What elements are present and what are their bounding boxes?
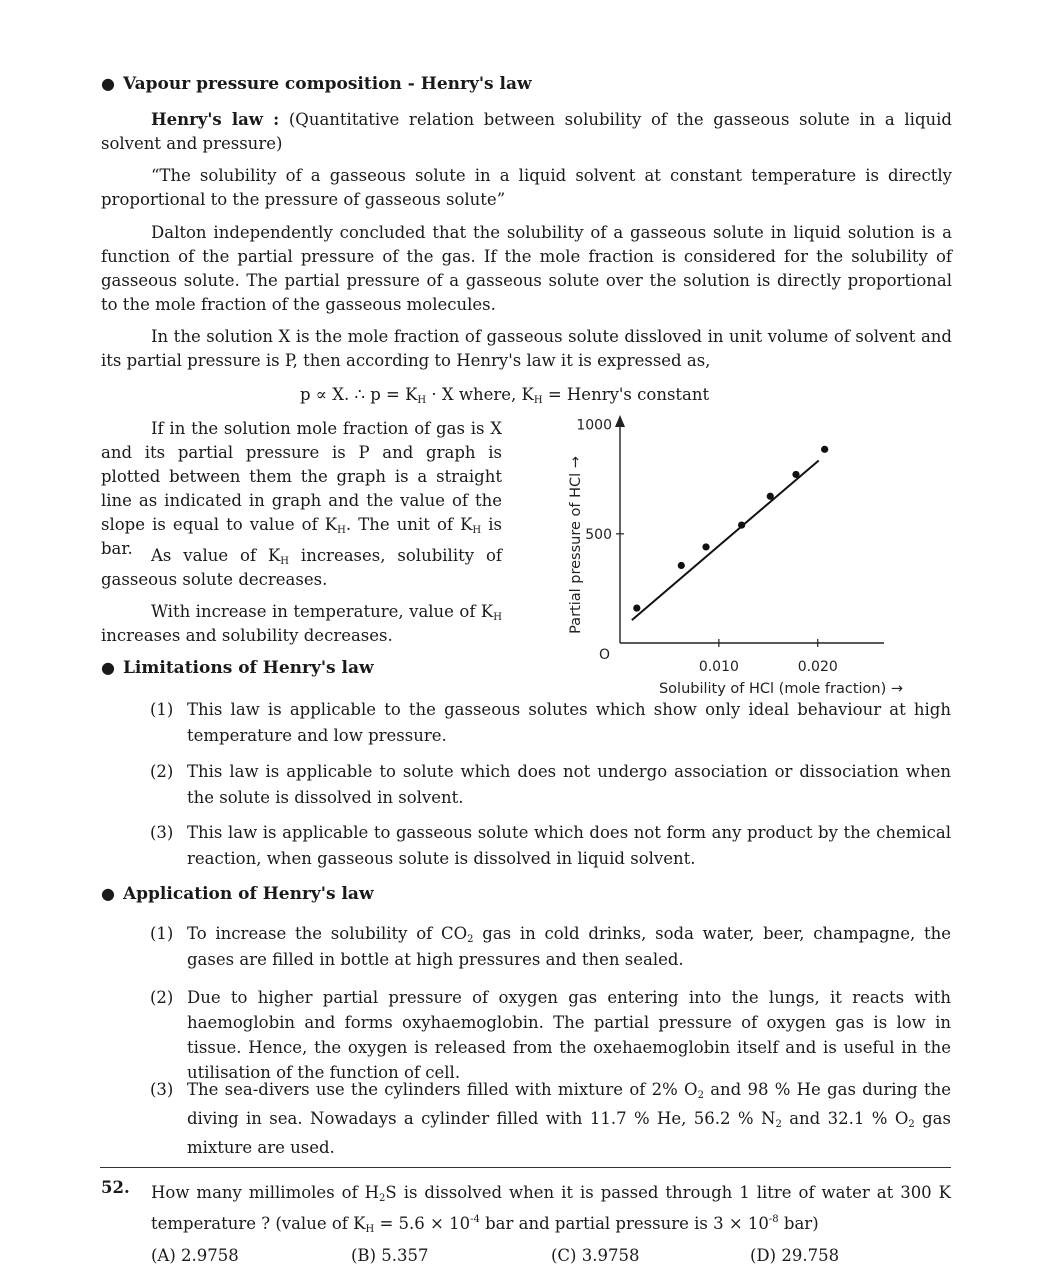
section-heading-henrys-law <box>101 74 532 94</box>
q-sub1: 2 <box>379 1193 386 1204</box>
y-tick-label: 500 <box>585 526 612 543</box>
q-text-c: = 5.6 × 10 <box>374 1214 471 1233</box>
temp-sub: H <box>493 612 502 623</box>
dalton-paragraph: Dalton independently concluded that the solubility of a gasseous solute in liquid solution is a function of the partial pressure of the gas. If the mole fraction is considered for the solubility of gasseous solute. The partial pressure of a gasseous solute over the solution is directly proportional to the mole fraction of the gasseous molecules. <box>101 223 952 314</box>
option-a[interactable]: (A) 2.9758 <box>151 1246 239 1265</box>
q-sub2: H <box>365 1224 375 1235</box>
q-sup1: -4 <box>470 1214 480 1225</box>
item-text: This law is applicable to solute which does not undergo association or dissociation when the solute is dissolved in solvent. <box>187 762 951 807</box>
henry-equation <box>300 383 709 407</box>
law-definition <box>101 108 952 156</box>
law-quote: “The solubility of a gasseous solute in a liquid solvent at constant temperature is directly proportional to the pressure of gasseous solute” <box>101 166 952 209</box>
kh-inc-a: As value of K <box>151 546 281 565</box>
q-text-e: bar) <box>778 1214 819 1233</box>
bullet-icon: ● <box>101 74 115 93</box>
q-text-d: bar and partial pressure is 3 × 10 <box>479 1214 769 1233</box>
q-text-b: S is dissolved when it is passed through 1 litre of water at 300 K temperature ? (value of K <box>151 1183 951 1233</box>
eq-part3: = Henry's constant <box>542 385 710 404</box>
option-d[interactable]: (D) 29.758 <box>750 1246 840 1265</box>
data-point <box>821 446 828 453</box>
temp-a: With increase in temperature, value of K <box>151 602 494 621</box>
app3-d: gas mixture are used. <box>187 1109 951 1157</box>
y-tick-label: 1000 <box>576 417 612 434</box>
app1-b: gas in cold drinks, soda water, beer, champagne, the gases are filled in bottle at high pressures and then sealed. <box>187 924 951 969</box>
eq-sub2: H <box>533 395 543 406</box>
item-text: This law is applicable to the gasseous solutes which show only ideal behaviour at high temperature and low pressure. <box>187 700 951 745</box>
item-number: (2) <box>150 762 174 781</box>
kh-solubility-note <box>101 544 502 592</box>
data-point <box>792 471 799 478</box>
x-tick-label: 0.020 <box>797 659 838 675</box>
app3-c: and 32.1 % O <box>781 1109 909 1128</box>
x-tick-label: 0.010 <box>698 659 739 675</box>
applications-list <box>150 921 951 1162</box>
section-heading-limitations <box>101 658 374 678</box>
list-item <box>150 985 951 1082</box>
graph-desc-b: . The unit of K <box>345 515 473 534</box>
graph-desc-c: is bar. <box>101 515 502 558</box>
applications-heading-text: Application of Henry's law <box>122 884 374 904</box>
app3-sub1: 2 <box>697 1090 704 1101</box>
data-point <box>633 604 640 611</box>
option-c[interactable]: (C) 3.9758 <box>551 1246 640 1265</box>
kh-inc-sub: H <box>280 556 290 567</box>
item-number: (3) <box>150 823 174 842</box>
origin-label: O <box>598 647 610 663</box>
temp-b: increases and solubility decreases. <box>101 626 393 645</box>
data-point <box>678 562 685 569</box>
data-point <box>702 543 709 550</box>
bullet-icon: ● <box>101 884 115 903</box>
kh-inc-b: increases, solubility of gasseous solute decreases. <box>101 546 502 589</box>
item-number: (3) <box>150 1080 174 1099</box>
henry-law-chart <box>520 405 920 705</box>
eq-part2: · X where, K <box>426 385 534 404</box>
item-number: (1) <box>150 924 174 943</box>
graph-description <box>101 417 502 561</box>
eq-part1: p ∝ X. ∴ p = K <box>300 385 418 404</box>
data-point <box>767 493 774 500</box>
bullet-icon: ● <box>101 658 115 677</box>
y-axis-label: Partial pressure of HCl → <box>568 456 584 634</box>
q-text-a: How many millimoles of H <box>151 1183 380 1202</box>
app3-sub3: 2 <box>908 1119 915 1130</box>
list-item <box>150 820 951 872</box>
x-axis-label: Solubility of HCl (mole fraction) → <box>658 681 904 697</box>
app1-sub: 2 <box>467 934 474 945</box>
app3-b: and 98 % He gas during the diving in sea. Nowadays a cylinder filled with 11.7 % He, 56.2 % N <box>187 1080 951 1128</box>
law-description: (Quantitative relation between solubility of the gasseous solute in a liquid solvent and pressure) <box>101 110 952 153</box>
question-text <box>151 1177 951 1239</box>
limitations-heading-text: Limitations of Henry's law <box>122 658 374 678</box>
question-number: 52. <box>101 1178 130 1197</box>
fit-line <box>632 460 819 620</box>
section-heading-applications <box>101 884 374 904</box>
app3-sub2: 2 <box>775 1119 782 1130</box>
option-b[interactable]: (B) 5.357 <box>351 1246 429 1265</box>
temperature-note <box>101 600 502 648</box>
item-text: This law is applicable to gasseous solute which does not form any product by the chemical reaction, when gasseous solute is dissolved in liquid solvent. <box>187 823 951 868</box>
graph-desc-sub2: H <box>472 525 482 536</box>
list-item <box>150 697 951 759</box>
eq-sub1: H <box>417 395 427 406</box>
app1-a: To increase the solubility of CO <box>187 924 468 943</box>
data-point <box>738 521 745 528</box>
graph-desc-sub1: H <box>337 525 346 536</box>
limitations-list <box>150 697 951 872</box>
heading-text: Vapour pressure composition - Henry's law <box>122 74 532 94</box>
list-item <box>150 921 951 985</box>
list-item <box>150 759 951 820</box>
app3-a: The sea-divers use the cylinders filled with mixture of 2% O <box>187 1080 698 1099</box>
law-title: Henry's law : <box>151 110 280 129</box>
graph-desc-a: If in the solution mole fraction of gas is X and its partial pressure is P and graph is plotted between them the graph is a straight line as indicated in graph and the value of the slope is equal to value of K <box>101 419 502 534</box>
q-sup2: -8 <box>768 1214 779 1225</box>
solution-paragraph: In the solution X is the mole fraction of gasseous solute dissloved in unit volume of solvent and its partial pressure is P, then according to Henry's law it is expressed as, <box>101 327 952 370</box>
app2-text: Due to higher partial pressure of oxygen gas entering into the lungs, it reacts with haemoglobin and forms oxyhaemoglobin. The partial pressure of oxygen gas is low in tissue. Hence, the oxygen is released from the oxehaemoglobin itself and is useful in the utilisation of the function of cell. <box>187 988 951 1082</box>
item-number: (2) <box>150 988 174 1007</box>
item-number: (1) <box>150 700 174 719</box>
list-item <box>150 1075 951 1162</box>
divider <box>100 1167 951 1168</box>
